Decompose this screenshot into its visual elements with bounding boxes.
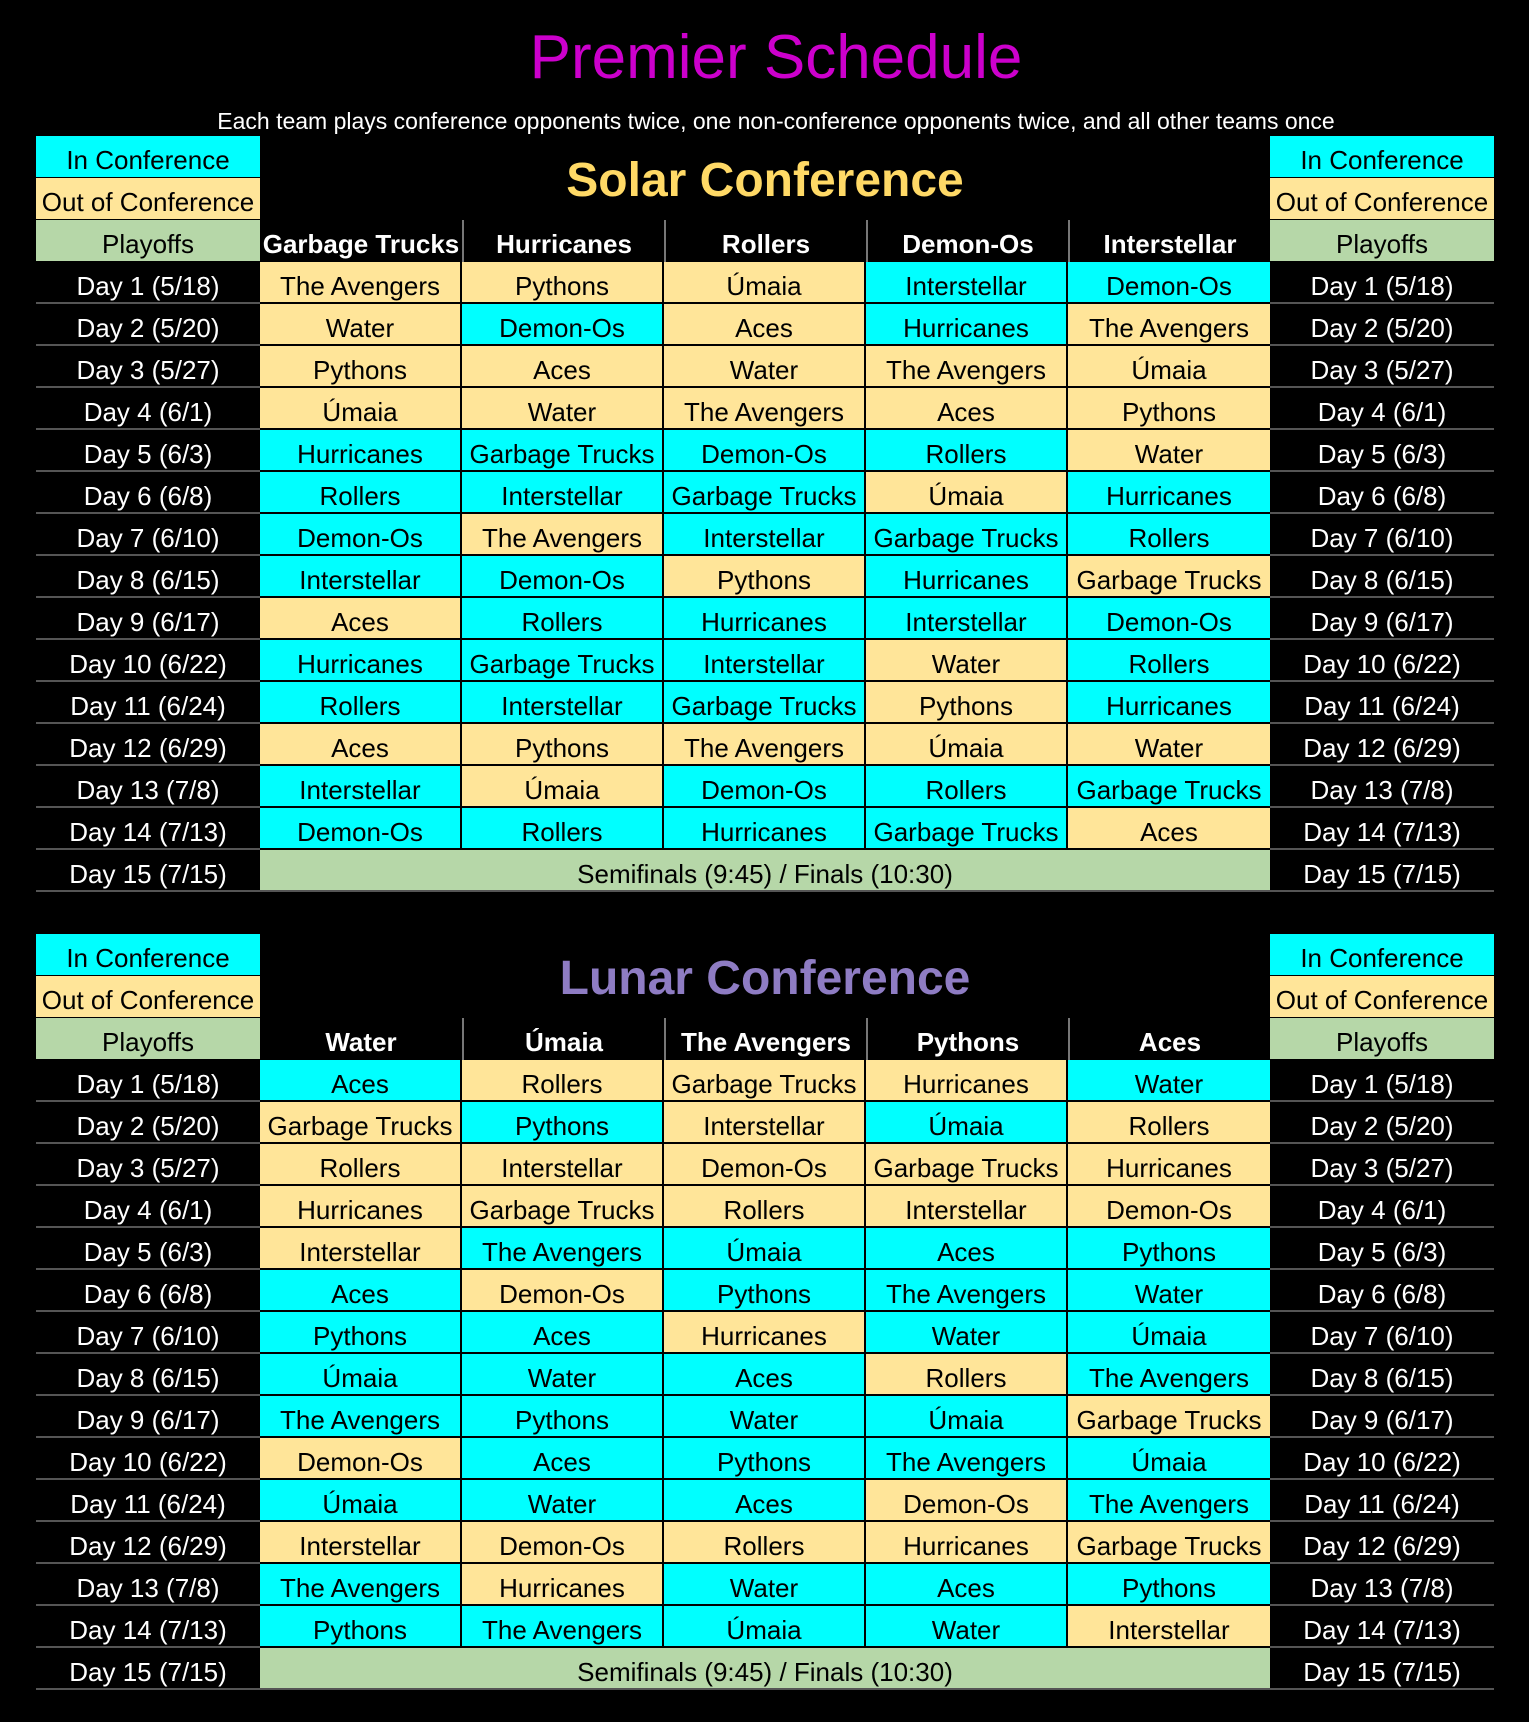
legend-in-conference: In Conference bbox=[36, 136, 260, 178]
opponent-cell: Pythons bbox=[462, 1102, 664, 1144]
schedule-row bbox=[36, 1312, 1494, 1354]
opponent-cell: The Avengers bbox=[462, 1606, 664, 1648]
opponent-cell: Water bbox=[664, 1396, 866, 1438]
day-label-right: Day 11 (6/24) bbox=[1270, 682, 1494, 724]
opponent-cell: Hurricanes bbox=[260, 1186, 462, 1228]
opponent-cell: Rollers bbox=[462, 808, 664, 850]
opponent-cell: Demon-Os bbox=[462, 1270, 664, 1312]
day-label-left: Day 3 (5/27) bbox=[36, 346, 260, 388]
opponent-cell: The Avengers bbox=[462, 514, 664, 556]
opponent-cell: Úmaia bbox=[1068, 346, 1270, 388]
opponent-cell: Water bbox=[462, 1354, 664, 1396]
opponent-cell: Pythons bbox=[462, 1396, 664, 1438]
opponent-cell: Úmaia bbox=[260, 1354, 462, 1396]
opponent-cell: Pythons bbox=[1068, 388, 1270, 430]
conference-title: Solar Conference bbox=[566, 154, 964, 207]
opponent-cell: Úmaia bbox=[664, 262, 866, 304]
opponent-cell: Demon-Os bbox=[664, 766, 866, 808]
opponent-cell: Garbage Trucks bbox=[664, 472, 866, 514]
opponent-cell: Hurricanes bbox=[664, 598, 866, 640]
opponent-cell: Úmaia bbox=[866, 1396, 1068, 1438]
opponent-cell: Hurricanes bbox=[866, 304, 1068, 346]
day-label-left: Day 14 (7/13) bbox=[36, 1606, 260, 1648]
page-title: Premier Schedule bbox=[529, 23, 1023, 92]
opponent-cell: Úmaia bbox=[1068, 1438, 1270, 1480]
schedule-row bbox=[36, 430, 1494, 472]
opponent-cell: Úmaia bbox=[260, 388, 462, 430]
opponent-cell: Rollers bbox=[260, 1144, 462, 1186]
team-header: The Avengers bbox=[664, 1018, 866, 1060]
opponent-cell: Pythons bbox=[260, 1312, 462, 1354]
opponent-cell: Hurricanes bbox=[260, 640, 462, 682]
opponent-cell: Demon-Os bbox=[260, 1438, 462, 1480]
opponent-cell: Rollers bbox=[462, 598, 664, 640]
opponent-cell: Aces bbox=[866, 388, 1068, 430]
schedule-row bbox=[36, 472, 1494, 514]
opponent-cell: Úmaia bbox=[866, 1102, 1068, 1144]
opponent-cell: Demon-Os bbox=[260, 808, 462, 850]
opponent-cell: The Avengers bbox=[462, 1228, 664, 1270]
day-label-right: Day 15 (7/15) bbox=[1270, 850, 1494, 892]
opponent-cell: Rollers bbox=[260, 682, 462, 724]
opponent-cell: Aces bbox=[260, 1270, 462, 1312]
opponent-cell: Interstellar bbox=[260, 1228, 462, 1270]
opponent-cell: Interstellar bbox=[866, 598, 1068, 640]
day-label-right: Day 7 (6/10) bbox=[1270, 1312, 1494, 1354]
day-label-left: Day 2 (5/20) bbox=[36, 304, 260, 346]
opponent-cell: Water bbox=[462, 1480, 664, 1522]
opponent-cell: Úmaia bbox=[866, 724, 1068, 766]
team-header: Úmaia bbox=[462, 1018, 664, 1060]
opponent-cell: Aces bbox=[1068, 808, 1270, 850]
opponent-cell: Demon-Os bbox=[866, 1480, 1068, 1522]
opponent-cell: Water bbox=[866, 640, 1068, 682]
playoffs-cell: Semifinals (9:45) / Finals (10:30) bbox=[260, 850, 1270, 892]
day-label-right: Day 1 (5/18) bbox=[1270, 1060, 1494, 1102]
schedule-row bbox=[36, 1060, 1494, 1102]
legend-playoffs: Playoffs bbox=[36, 1018, 260, 1060]
day-label-left: Day 2 (5/20) bbox=[36, 1102, 260, 1144]
legend-out-of-conference: Out of Conference bbox=[1270, 976, 1494, 1018]
legend-playoffs: Playoffs bbox=[1270, 1018, 1494, 1060]
day-label-left: Day 11 (6/24) bbox=[36, 682, 260, 724]
day-label-right: Day 5 (6/3) bbox=[1270, 1228, 1494, 1270]
legend-playoffs: Playoffs bbox=[36, 220, 260, 262]
schedule-row bbox=[36, 1144, 1494, 1186]
schedule-row bbox=[36, 1564, 1494, 1606]
opponent-cell: The Avengers bbox=[260, 262, 462, 304]
day-label-left: Day 13 (7/8) bbox=[36, 1564, 260, 1606]
day-label-left: Day 3 (5/27) bbox=[36, 1144, 260, 1186]
schedule-row bbox=[36, 514, 1494, 556]
day-label-left: Day 7 (6/10) bbox=[36, 1312, 260, 1354]
opponent-cell: Garbage Trucks bbox=[462, 640, 664, 682]
opponent-cell: Garbage Trucks bbox=[1068, 1396, 1270, 1438]
day-label-right: Day 13 (7/8) bbox=[1270, 1564, 1494, 1606]
day-label-right: Day 5 (6/3) bbox=[1270, 430, 1494, 472]
opponent-cell: Aces bbox=[664, 304, 866, 346]
opponent-cell: Úmaia bbox=[664, 1228, 866, 1270]
opponent-cell: Pythons bbox=[462, 262, 664, 304]
schedule-row bbox=[36, 724, 1494, 766]
conference-section bbox=[0, 934, 1529, 1722]
legend-right bbox=[1270, 136, 1494, 262]
opponent-cell: Garbage Trucks bbox=[664, 682, 866, 724]
opponent-cell: The Avengers bbox=[866, 1438, 1068, 1480]
legend-left bbox=[36, 934, 260, 1060]
day-label-right: Day 11 (6/24) bbox=[1270, 1480, 1494, 1522]
opponent-cell: Water bbox=[866, 1606, 1068, 1648]
team-header: Rollers bbox=[664, 220, 866, 262]
legend-out-of-conference: Out of Conference bbox=[36, 178, 260, 220]
day-label-right: Day 6 (6/8) bbox=[1270, 1270, 1494, 1312]
schedule-row bbox=[36, 1354, 1494, 1396]
opponent-cell: Rollers bbox=[462, 1060, 664, 1102]
day-label-right: Day 3 (5/27) bbox=[1270, 346, 1494, 388]
opponent-cell: Úmaia bbox=[260, 1480, 462, 1522]
opponent-cell: Aces bbox=[866, 1228, 1068, 1270]
schedule-row bbox=[36, 808, 1494, 850]
opponent-cell: The Avengers bbox=[866, 346, 1068, 388]
day-label-right: Day 12 (6/29) bbox=[1270, 1522, 1494, 1564]
opponent-cell: The Avengers bbox=[1068, 1354, 1270, 1396]
schedule-row bbox=[36, 850, 1494, 892]
opponent-cell: Aces bbox=[260, 1060, 462, 1102]
day-label-right: Day 1 (5/18) bbox=[1270, 262, 1494, 304]
opponent-cell: Water bbox=[1068, 1270, 1270, 1312]
opponent-cell: Demon-Os bbox=[462, 1522, 664, 1564]
opponent-cell: Pythons bbox=[664, 556, 866, 598]
opponent-cell: Garbage Trucks bbox=[866, 1144, 1068, 1186]
schedule-row bbox=[36, 766, 1494, 808]
team-header-row bbox=[260, 1018, 1270, 1060]
opponent-cell: Garbage Trucks bbox=[1068, 556, 1270, 598]
opponent-cell: Garbage Trucks bbox=[260, 1102, 462, 1144]
schedule-row bbox=[36, 1522, 1494, 1564]
schedule-row bbox=[36, 682, 1494, 724]
opponent-cell: Hurricanes bbox=[1068, 472, 1270, 514]
day-label-left: Day 10 (6/22) bbox=[36, 640, 260, 682]
team-header: Demon-Os bbox=[866, 220, 1068, 262]
team-header-row bbox=[260, 220, 1270, 262]
legend-in-conference: In Conference bbox=[1270, 136, 1494, 178]
day-label-left: Day 8 (6/15) bbox=[36, 556, 260, 598]
day-label-right: Day 3 (5/27) bbox=[1270, 1144, 1494, 1186]
opponent-cell: Aces bbox=[664, 1354, 866, 1396]
opponent-cell: Hurricanes bbox=[866, 1522, 1068, 1564]
opponent-cell: Water bbox=[462, 388, 664, 430]
schedule-row bbox=[36, 1606, 1494, 1648]
opponent-cell: Garbage Trucks bbox=[462, 430, 664, 472]
opponent-cell: Water bbox=[1068, 724, 1270, 766]
opponent-cell: Úmaia bbox=[1068, 1312, 1270, 1354]
day-label-right: Day 15 (7/15) bbox=[1270, 1648, 1494, 1690]
opponent-cell: Hurricanes bbox=[664, 808, 866, 850]
opponent-cell: Hurricanes bbox=[1068, 1144, 1270, 1186]
day-label-right: Day 14 (7/13) bbox=[1270, 808, 1494, 850]
day-label-right: Day 14 (7/13) bbox=[1270, 1606, 1494, 1648]
playoffs-cell: Semifinals (9:45) / Finals (10:30) bbox=[260, 1648, 1270, 1690]
legend-in-conference: In Conference bbox=[1270, 934, 1494, 976]
team-header: Aces bbox=[1068, 1018, 1270, 1060]
opponent-cell: Interstellar bbox=[664, 640, 866, 682]
opponent-cell: Garbage Trucks bbox=[1068, 766, 1270, 808]
day-label-right: Day 4 (6/1) bbox=[1270, 388, 1494, 430]
opponent-cell: Interstellar bbox=[462, 472, 664, 514]
opponent-cell: Rollers bbox=[664, 1186, 866, 1228]
day-label-left: Day 14 (7/13) bbox=[36, 808, 260, 850]
schedule-row bbox=[36, 1186, 1494, 1228]
opponent-cell: Hurricanes bbox=[664, 1312, 866, 1354]
opponent-cell: Hurricanes bbox=[866, 556, 1068, 598]
day-label-right: Day 7 (6/10) bbox=[1270, 514, 1494, 556]
conference-section bbox=[0, 136, 1529, 924]
day-label-right: Day 2 (5/20) bbox=[1270, 1102, 1494, 1144]
opponent-cell: Demon-Os bbox=[1068, 1186, 1270, 1228]
opponent-cell: Demon-Os bbox=[664, 1144, 866, 1186]
opponent-cell: Pythons bbox=[1068, 1228, 1270, 1270]
opponent-cell: The Avengers bbox=[866, 1270, 1068, 1312]
opponent-cell: Demon-Os bbox=[1068, 262, 1270, 304]
opponent-cell: The Avengers bbox=[664, 724, 866, 766]
opponent-cell: Interstellar bbox=[260, 1522, 462, 1564]
opponent-cell: Demon-Os bbox=[664, 430, 866, 472]
opponent-cell: Rollers bbox=[1068, 514, 1270, 556]
opponent-cell: Water bbox=[664, 346, 866, 388]
schedule-row bbox=[36, 598, 1494, 640]
opponent-cell: Water bbox=[1068, 430, 1270, 472]
day-label-left: Day 4 (6/1) bbox=[36, 388, 260, 430]
day-label-right: Day 6 (6/8) bbox=[1270, 472, 1494, 514]
schedule-row bbox=[36, 1396, 1494, 1438]
opponent-cell: The Avengers bbox=[260, 1396, 462, 1438]
opponent-cell: Aces bbox=[664, 1480, 866, 1522]
day-label-left: Day 8 (6/15) bbox=[36, 1354, 260, 1396]
day-label-left: Day 15 (7/15) bbox=[36, 1648, 260, 1690]
opponent-cell: Interstellar bbox=[462, 682, 664, 724]
day-label-right: Day 8 (6/15) bbox=[1270, 556, 1494, 598]
opponent-cell: Aces bbox=[462, 1312, 664, 1354]
day-label-right: Day 9 (6/17) bbox=[1270, 1396, 1494, 1438]
opponent-cell: Pythons bbox=[866, 682, 1068, 724]
schedule-row bbox=[36, 1648, 1494, 1690]
opponent-cell: Rollers bbox=[866, 430, 1068, 472]
opponent-cell: Aces bbox=[260, 598, 462, 640]
opponent-cell: Pythons bbox=[462, 724, 664, 766]
opponent-cell: Hurricanes bbox=[866, 1060, 1068, 1102]
day-label-left: Day 13 (7/8) bbox=[36, 766, 260, 808]
day-label-right: Day 2 (5/20) bbox=[1270, 304, 1494, 346]
opponent-cell: Aces bbox=[866, 1564, 1068, 1606]
day-label-left: Day 11 (6/24) bbox=[36, 1480, 260, 1522]
opponent-cell: The Avengers bbox=[1068, 304, 1270, 346]
opponent-cell: Demon-Os bbox=[462, 304, 664, 346]
opponent-cell: Garbage Trucks bbox=[866, 808, 1068, 850]
team-header: Water bbox=[325, 1027, 397, 1057]
opponent-cell: Interstellar bbox=[260, 766, 462, 808]
opponent-cell: Rollers bbox=[1068, 1102, 1270, 1144]
schedule-row bbox=[36, 640, 1494, 682]
day-label-left: Day 9 (6/17) bbox=[36, 1396, 260, 1438]
opponent-cell: Water bbox=[866, 1312, 1068, 1354]
legend-left bbox=[36, 136, 260, 262]
opponent-cell: The Avengers bbox=[664, 388, 866, 430]
legend-right bbox=[1270, 934, 1494, 1060]
schedule-row bbox=[36, 1270, 1494, 1312]
opponent-cell: Rollers bbox=[866, 766, 1068, 808]
day-label-right: Day 8 (6/15) bbox=[1270, 1354, 1494, 1396]
opponent-cell: Garbage Trucks bbox=[462, 1186, 664, 1228]
opponent-cell: Rollers bbox=[866, 1354, 1068, 1396]
day-label-right: Day 13 (7/8) bbox=[1270, 766, 1494, 808]
opponent-cell: Interstellar bbox=[462, 1144, 664, 1186]
opponent-cell: Water bbox=[664, 1564, 866, 1606]
opponent-cell: Hurricanes bbox=[260, 430, 462, 472]
opponent-cell: Interstellar bbox=[866, 1186, 1068, 1228]
day-label-left: Day 6 (6/8) bbox=[36, 1270, 260, 1312]
day-label-right: Day 10 (6/22) bbox=[1270, 640, 1494, 682]
opponent-cell: Rollers bbox=[664, 1522, 866, 1564]
team-header: Pythons bbox=[866, 1018, 1068, 1060]
page-subtitle: Each team plays conference opponents twice, one non-conference opponents twice, and all other teams once bbox=[217, 108, 1335, 134]
opponent-cell: Pythons bbox=[260, 346, 462, 388]
day-label-left: Day 7 (6/10) bbox=[36, 514, 260, 556]
opponent-cell: Úmaia bbox=[462, 766, 664, 808]
day-label-left: Day 5 (6/3) bbox=[36, 1228, 260, 1270]
opponent-cell: Aces bbox=[462, 1438, 664, 1480]
schedule-row bbox=[36, 304, 1494, 346]
schedule-row bbox=[36, 1228, 1494, 1270]
day-label-left: Day 4 (6/1) bbox=[36, 1186, 260, 1228]
opponent-cell: Garbage Trucks bbox=[664, 1060, 866, 1102]
opponent-cell: Pythons bbox=[664, 1270, 866, 1312]
opponent-cell: Interstellar bbox=[664, 514, 866, 556]
opponent-cell: Pythons bbox=[664, 1438, 866, 1480]
opponent-cell: Rollers bbox=[260, 472, 462, 514]
schedule-row bbox=[36, 1102, 1494, 1144]
opponent-cell: Demon-Os bbox=[462, 556, 664, 598]
opponent-cell: Aces bbox=[462, 346, 664, 388]
legend-out-of-conference: Out of Conference bbox=[1270, 178, 1494, 220]
opponent-cell: Garbage Trucks bbox=[1068, 1522, 1270, 1564]
schedule-row bbox=[36, 262, 1494, 304]
day-label-left: Day 10 (6/22) bbox=[36, 1438, 260, 1480]
opponent-cell: Interstellar bbox=[866, 262, 1068, 304]
day-label-right: Day 10 (6/22) bbox=[1270, 1438, 1494, 1480]
schedule-row bbox=[36, 1438, 1494, 1480]
opponent-cell: Water bbox=[260, 304, 462, 346]
day-label-right: Day 4 (6/1) bbox=[1270, 1186, 1494, 1228]
opponent-cell: Garbage Trucks bbox=[866, 514, 1068, 556]
legend-out-of-conference: Out of Conference bbox=[36, 976, 260, 1018]
opponent-cell: The Avengers bbox=[260, 1564, 462, 1606]
opponent-cell: Interstellar bbox=[664, 1102, 866, 1144]
day-label-left: Day 12 (6/29) bbox=[36, 724, 260, 766]
schedule-row bbox=[36, 556, 1494, 598]
opponent-cell: Rollers bbox=[1068, 640, 1270, 682]
day-label-left: Day 6 (6/8) bbox=[36, 472, 260, 514]
opponent-cell: Úmaia bbox=[664, 1606, 866, 1648]
legend-in-conference: In Conference bbox=[36, 934, 260, 976]
opponent-cell: Interstellar bbox=[1068, 1606, 1270, 1648]
opponent-cell: Pythons bbox=[1068, 1564, 1270, 1606]
day-label-left: Day 15 (7/15) bbox=[36, 850, 260, 892]
team-header: Interstellar bbox=[1068, 220, 1270, 262]
schedule-row bbox=[36, 388, 1494, 430]
conference-title: Lunar Conference bbox=[559, 952, 971, 1005]
opponent-cell: Aces bbox=[260, 724, 462, 766]
schedule-row bbox=[36, 1480, 1494, 1522]
opponent-cell: The Avengers bbox=[1068, 1480, 1270, 1522]
day-label-left: Day 1 (5/18) bbox=[36, 262, 260, 304]
opponent-cell: Water bbox=[1068, 1060, 1270, 1102]
day-label-left: Day 5 (6/3) bbox=[36, 430, 260, 472]
day-label-right: Day 9 (6/17) bbox=[1270, 598, 1494, 640]
opponent-cell: Hurricanes bbox=[462, 1564, 664, 1606]
day-label-left: Day 12 (6/29) bbox=[36, 1522, 260, 1564]
team-header: Hurricanes bbox=[462, 220, 664, 262]
opponent-cell: Interstellar bbox=[260, 556, 462, 598]
opponent-cell: Hurricanes bbox=[1068, 682, 1270, 724]
schedule-row bbox=[36, 346, 1494, 388]
day-label-right: Day 12 (6/29) bbox=[1270, 724, 1494, 766]
opponent-cell: Demon-Os bbox=[260, 514, 462, 556]
legend-playoffs: Playoffs bbox=[1270, 220, 1494, 262]
opponent-cell: Pythons bbox=[260, 1606, 462, 1648]
day-label-left: Day 1 (5/18) bbox=[36, 1060, 260, 1102]
opponent-cell: Úmaia bbox=[866, 472, 1068, 514]
opponent-cell: Demon-Os bbox=[1068, 598, 1270, 640]
team-header: Garbage Trucks bbox=[262, 229, 460, 259]
day-label-left: Day 9 (6/17) bbox=[36, 598, 260, 640]
